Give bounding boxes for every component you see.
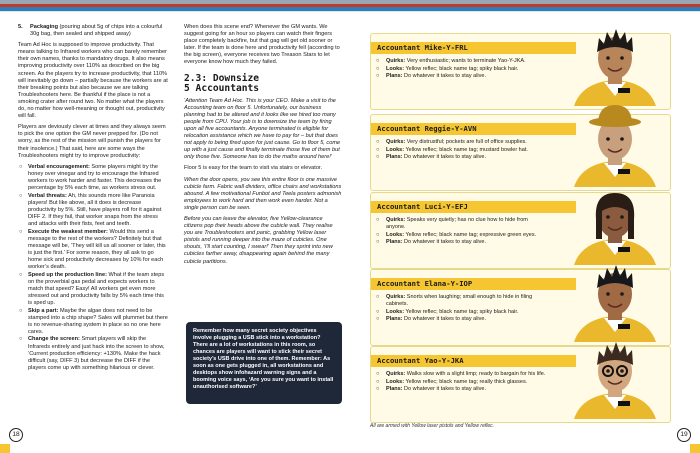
accountant-name: Accountant Luci-Y-EFJ — [371, 201, 576, 213]
paragraph-team-ad-hoc: Team Ad Hoc is supposed to improve productivity. That means talking to Infrared workers who can barely remember their own names, thanks to mandatory drugs. It also means improving productivity over 110% as described on the big screen. As the players try to increase productivity, that 110% will inevitably go down – partially because the workers are at their breaking points but also because we are talking Troubleshooters here. Be thankful if the place is not a smoking crater after round two. No matter what the players do, no matter how well-meaning or thought out, productivity will fall. — [18, 42, 168, 120]
accountant-portrait — [568, 337, 662, 419]
bullet-icon: ○ — [376, 146, 380, 153]
section-heading-line: 2.3: Downsize — [184, 72, 260, 84]
detail-value: Do whatever it takes to stay alive. — [404, 154, 486, 160]
bullet-icon: ○ — [19, 192, 23, 199]
detail-label: Plans: — [386, 386, 403, 392]
detail-value: Very enthusiastic; wants to terminate Yao-Y-JKA. — [406, 58, 526, 64]
tactic-item — [18, 164, 168, 192]
bullet-icon: ○ — [19, 163, 23, 170]
detail-label: Plans: — [386, 239, 403, 245]
corner-accent-right — [690, 444, 700, 453]
page-number-left: 18 — [9, 428, 23, 442]
bullet-icon: ○ — [376, 386, 380, 392]
paragraph-read-aloud: Before you can leave the elevator, five Yellow-clearance citizens pop their heads above the cubicle wall. They realise you are Troubleshooters and panic, grabbing Yellow laser pistols and running deeper into the maze of cubicles. One shouts, ‘I'll start counting, I swear!’ Then they sprint into new cubicles farther away, disappearing again behind the many cubicle partitions. — [184, 215, 333, 265]
accountant-quirks-item — [376, 294, 546, 308]
section-heading — [184, 74, 342, 94]
section-heading-line: 5 Accountants — [184, 82, 260, 94]
packaging-label: Packaging — [30, 24, 58, 30]
accountant-looks-item — [376, 309, 546, 316]
tactic-item — [18, 272, 168, 307]
accountant-details — [376, 139, 546, 162]
bullet-icon: ○ — [376, 217, 380, 223]
tactic-item — [18, 193, 168, 228]
tactic-item — [18, 229, 168, 272]
accountant-quirks-item — [376, 58, 546, 65]
detail-label: Quirks: — [386, 294, 406, 300]
accountant-details — [376, 371, 546, 394]
accountant-card-mike — [370, 33, 671, 110]
tactic-label: Verbal threats: — [28, 192, 67, 199]
tactic-item — [18, 336, 168, 371]
accountant-looks-item — [376, 232, 546, 239]
detail-label: Plans: — [386, 73, 403, 79]
accountant-details — [376, 217, 546, 247]
tactic-item — [18, 308, 168, 336]
detail-value: Yellow reflec; black name tag; spiky black hair. — [405, 308, 519, 315]
accountant-card-reggie — [370, 114, 671, 191]
tactic-text: Would this send a message to the rest of the workers? Definitely but that message will be, ‘They will kill us all sooner or later, this is just the first.’ For some reason, they all ask to go home sick and productivity decreases by 10% for each worker’s death. — [28, 228, 166, 270]
bullet-icon: ○ — [376, 139, 380, 145]
accountant-card-elana — [370, 269, 671, 346]
packaging-item — [18, 24, 168, 38]
accountant-name: Accountant Reggie-Y-AVN — [371, 123, 576, 135]
accountant-plans-item — [376, 154, 546, 161]
accountant-portrait — [568, 183, 662, 265]
tactic-text: Smart players will skip the Infrareds entirely and just hack into the screen to show, ‘Current production efficiency: +130%. Make the hack difficult (say, DIFF 3) but decrease the DIFF if the players come up with something hilarious or clever. — [28, 336, 165, 371]
bullet-icon: ○ — [376, 239, 380, 245]
packaging-text: (pouring about 5g of chips into a colourful 30g bag, then sealed and shipped away) — [30, 24, 163, 38]
detail-value: Walks slow with a slight limp; ready to bargain for his life. — [406, 371, 546, 377]
detail-value: Do whatever it takes to stay alive. — [404, 316, 486, 322]
detail-value: Yellow reflec; black name tag; spiky black hair. — [405, 65, 519, 72]
detail-label: Looks: — [386, 308, 405, 315]
detail-label: Quirks: — [386, 58, 406, 64]
tactic-label: Execute the weakest member: — [28, 228, 108, 235]
detail-value: Yellow reflec; black name tag; expressive green eyes. — [405, 231, 537, 238]
detail-label: Looks: — [386, 231, 405, 238]
bullet-icon: ○ — [376, 65, 380, 72]
usb-callout-box — [186, 322, 342, 404]
detail-label: Looks: — [386, 146, 405, 153]
armament-caption: All are armed with Yellow laser pistols and Yellow reflec. — [370, 423, 495, 429]
tactic-label: Speed up the production line: — [28, 271, 107, 278]
bullet-icon: ○ — [376, 316, 380, 322]
bullet-icon: ○ — [376, 73, 380, 79]
accountant-portrait — [568, 260, 662, 342]
detail-value: Do whatever it takes to stay alive. — [404, 239, 486, 245]
accountant-looks-item — [376, 379, 546, 386]
bullet-icon: ○ — [376, 231, 380, 238]
detail-value: Do whatever it takes to stay alive. — [404, 73, 486, 79]
bullet-icon: ○ — [376, 154, 380, 160]
tactic-label: Change the screen: — [28, 336, 80, 343]
bullet-icon: ○ — [19, 228, 23, 235]
tactic-text: Maybe the algae does not need to be stamped into a chip shape? Sales will plummet but there is no revenue-sharing system in place so no one here cares. — [28, 307, 168, 335]
bullet-icon: ○ — [19, 307, 23, 314]
accountant-plans-item — [376, 316, 546, 323]
paragraph-scene-end: When does this scene end? Whenever the GM wants. We suggest going for an hour so players can watch their fingers place completely backfire, but that gag will get old sooner or later. If the team is done here and productivity fell (according to the big screen), everyone receives two Treason Stars to let everyone know how much they failed. — [184, 24, 340, 66]
packaging-step — [18, 24, 168, 38]
accountant-name: Accountant Elana-Y-IOP — [371, 278, 576, 290]
bullet-icon: ○ — [19, 336, 23, 343]
paragraph-door-opens: When the door opens, you see this entire floor is one massive cubicle farm. Fabric wall dividers, office chairs and workstations abound. A few motivational Funbot and Teela posters admonish employees to work hard and then work even harder. Not a single person can be seen. — [184, 176, 342, 211]
accountant-plans-item — [376, 73, 546, 80]
bullet-icon: ○ — [19, 271, 23, 278]
detail-value: Speaks very quietly; has no clue how to hide from anyone. — [386, 217, 528, 230]
tactic-text: Some players might try the honey over vinegar and try to encourage the Infrared workers to work harder and faster. This decreases the percentage by 5% each time, as workers stress out. — [28, 163, 162, 191]
accountant-looks-item — [376, 66, 546, 73]
accountant-plans-item — [376, 386, 546, 393]
accountant-quirks-item — [376, 217, 546, 231]
bullet-icon: ○ — [376, 371, 380, 377]
accountant-looks-item — [376, 147, 546, 154]
accountant-name: Accountant Yao-Y-JKA — [371, 355, 576, 367]
middle-column — [184, 24, 342, 270]
detail-label: Quirks: — [386, 217, 406, 223]
tactic-text: What if the team steps on the proverbial gas pedal and expects workers to match that speed? Easy! All workers get even more stressed out and productivity falls by 5% each time this is sped up. — [28, 271, 165, 306]
accountant-details — [376, 58, 546, 81]
bullet-icon: ○ — [376, 294, 380, 300]
detail-label: Looks: — [386, 65, 405, 72]
paragraph-players-clever: Players are deviously clever at times and they always seem to pick the one option the GM never prepped for. (Do not worry, as the rest of the mission will punish the players for their insolence.) That said, here are some ways the Troubleshooters might try to improve productivity: — [18, 124, 166, 159]
corner-accent-left — [0, 444, 10, 453]
detail-label: Plans: — [386, 154, 403, 160]
accountant-quirks-item — [376, 139, 546, 146]
accountant-plans-item — [376, 239, 546, 246]
productivity-tactics-list — [18, 164, 168, 372]
detail-value: Snorts when laughing; small enough to hide in filing cabinets. — [386, 294, 533, 307]
accountant-card-yao — [370, 346, 671, 423]
tactic-label: Skip a part: — [28, 307, 59, 314]
accountant-name: Accountant Mike-Y-FRL — [371, 42, 576, 54]
accountant-details — [376, 294, 546, 324]
packaging-number: 5. — [18, 24, 23, 30]
bullet-icon: ○ — [376, 308, 380, 315]
detail-label: Plans: — [386, 316, 403, 322]
accountant-quirks-item — [376, 371, 546, 378]
tactic-text: Ah, this sounds more like Paranoia players! But like above, all it does is decrease productivity by 5%. Still, have players roll for it against DIFF 2. If they fail, that worker snaps from the stress and attacks with their fists, feet and teeth. — [28, 192, 162, 227]
detail-value: Yellow reflec; black name tag; mustard bowler hat. — [405, 146, 528, 153]
tactic-label: Verbal encouragement: — [28, 163, 90, 170]
accountant-portrait — [568, 105, 662, 187]
accountant-portrait — [568, 24, 662, 106]
bullet-icon: ○ — [376, 378, 380, 385]
paragraph-floor-5: Floor 5 is easy for the team to visit via stairs or elevator. — [184, 165, 323, 172]
detail-label: Quirks: — [386, 139, 406, 145]
detail-label: Quirks: — [386, 371, 406, 377]
left-column — [18, 24, 168, 372]
bullet-icon: ○ — [376, 58, 380, 64]
ceo-quote: ‘Attention Team Ad Hoc. This is your CEO. Make a visit to the Accounting team on floor 5. Unfortunately, our business planning had to be altered and it looks like we hired too many people from CPU. Your job is to downsize the team by firing upon all five accountants. Anyone terminated is eligible for relocation assistance which we have to pay for – but that does not apply to being fired upon for just cause. Go to floor 5, come up with a just cause and finally terminate those five of them but only those five. Someone has to do the maths around here!’ — [184, 97, 341, 161]
detail-value: Yellow reflec; black name tag; really thick glasses. — [405, 378, 528, 385]
page-number-right: 19 — [677, 428, 691, 442]
detail-value: Do whatever it takes to stay alive. — [404, 386, 486, 392]
top-band-line — [0, 11, 700, 12]
detail-value: Very distrustful; pockets are full of office supplies. — [406, 139, 527, 145]
accountant-card-luci — [370, 192, 671, 269]
callout-text: Remember how many secret society objectives involve plugging a USB stick into a workstation? There are a lot of workstations in this room, so chances are players will want to stick their secret society’s USB drive into one of them. Remember: As soon as one gets plugged in, all workstations and desktops show infohazard warning signs and a booming voice says, ‘Are you sure you want to install unauthorised software?’ — [193, 328, 334, 390]
detail-label: Looks: — [386, 378, 405, 385]
